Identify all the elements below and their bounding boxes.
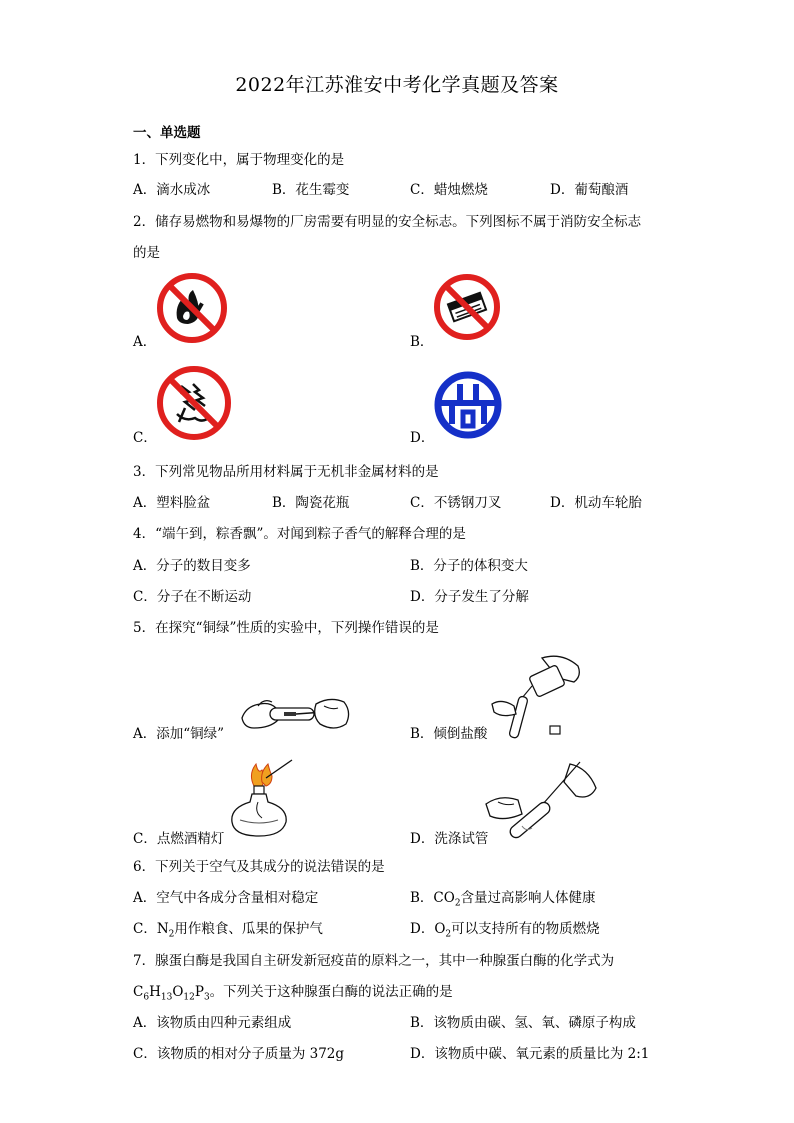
no-fireworks-sign-icon — [155, 364, 233, 442]
q6-option-d-subscript: 2 — [445, 929, 452, 940]
adding-powder-to-tube-illustration — [240, 688, 352, 736]
q7-formula-h: H — [149, 984, 161, 1000]
q2-option-c: C． — [133, 430, 157, 446]
q6-option-a: A．空气中各成分含量相对稳定 — [133, 890, 319, 906]
q7-option-c: C．该物质的相对分子质量为 372g — [133, 1046, 345, 1062]
q4-option-b: B．分子的体积变大 — [410, 558, 528, 574]
q1-option-c: C．蜡烛燃烧 — [410, 182, 488, 198]
q7-stem-line2 — [133, 983, 453, 1001]
q2-option-d: D． — [410, 430, 435, 446]
q6-option-b-prefix: B．CO — [410, 890, 455, 906]
lighting-alcohol-lamp-illustration — [222, 756, 294, 840]
q7-formula-c: C — [133, 984, 144, 1000]
q7-formula-p-sub: 3 — [203, 992, 210, 1003]
q1-stem: 1．下列变化中，属于物理变化的是 — [133, 152, 345, 168]
q6-option-b-text: 含量过高影响人体健康 — [460, 890, 596, 906]
q1-option-a: A．滴水成冰 — [133, 182, 211, 198]
q7-option-d: D．该物质中碳、氧元素的质量比为 2:1 — [410, 1046, 650, 1062]
q6-option-c-subscript: 2 — [168, 929, 175, 940]
q7-formula-o: O — [172, 984, 184, 1000]
q7-formula-c-sub: 6 — [143, 992, 150, 1003]
q7-stem-line1: 7．腺蛋白酶是我国自主研发新冠疫苗的原料之一，其中一种腺蛋白酶的化学式为 — [133, 953, 615, 969]
q7-stem-line2-text: 。下列关于这种腺蛋白酶的说法正确的是 — [209, 984, 453, 1000]
washing-test-tube-illustration — [484, 760, 600, 846]
q4-option-a: A．分子的数目变多 — [133, 558, 251, 574]
q6-stem: 6．下列关于空气及其成分的说法错误的是 — [133, 859, 385, 875]
q3-option-c: C．不锈钢刀叉 — [410, 495, 502, 511]
q5-option-b: B．倾倒盐酸 — [410, 726, 488, 742]
q1-option-b: B．花生霉变 — [272, 182, 350, 198]
q5-option-c: C．点燃酒精灯 — [133, 831, 225, 847]
q7-option-a: A．该物质由四种元素组成 — [133, 1015, 292, 1031]
q7-option-b: B．该物质由碳、氢、氧、磷原子构成 — [410, 1015, 636, 1031]
water-saving-sign-icon — [433, 370, 503, 440]
q3-option-b: B．陶瓷花瓶 — [272, 495, 350, 511]
q7-formula-p: P — [194, 984, 204, 1000]
q7-formula-h-sub: 13 — [160, 992, 173, 1003]
q4-option-d: D．分子发生了分解 — [410, 589, 529, 605]
q6-option-c-text: 用作粮食、瓜果的保护气 — [174, 921, 323, 937]
q2-option-b: B． — [410, 334, 434, 350]
q6-option-d-text: 可以支持所有的物质燃烧 — [451, 921, 600, 937]
q4-stem: 4．“端午到，粽香飘”。对闻到粽子香气的解释合理的是 — [133, 526, 466, 542]
q2-stem-line2: 的是 — [133, 245, 160, 261]
section-heading: 一、单选题 — [133, 125, 201, 141]
q3-option-a: A．塑料脸盆 — [133, 495, 211, 511]
q6-option-b-subscript: 2 — [454, 898, 461, 909]
q2-stem-line1: 2．储存易燃物和易爆物的厂房需要有明显的安全标志。下列图标不属于消防安全标志 — [133, 214, 642, 230]
q6-option-d — [410, 920, 600, 938]
q7-formula-o-sub: 12 — [183, 992, 195, 1003]
q3-stem: 3．下列常见物品所用材料属于无机非金属材料的是 — [133, 464, 439, 480]
q6-option-d-prefix: D．O — [410, 921, 446, 937]
q6-option-c-prefix: C．N — [133, 921, 169, 937]
pouring-acid-illustration — [488, 652, 584, 744]
q3-option-d: D．机动车轮胎 — [550, 495, 642, 511]
no-matches-sign-icon — [432, 272, 502, 342]
document-title: 2022年江苏淮安中考化学真题及答案 — [235, 74, 559, 96]
no-open-flame-sign-icon — [155, 272, 229, 344]
q6-option-b — [410, 889, 596, 907]
q4-option-c: C．分子在不断运动 — [133, 589, 252, 605]
q5-stem: 5．在探究“铜绿”性质的实验中，下列操作错误的是 — [133, 620, 439, 636]
q5-option-a: A．添加“铜绿” — [133, 726, 225, 742]
q1-option-d: D．葡萄酿酒 — [550, 182, 629, 198]
q6-option-c — [133, 920, 323, 938]
q2-option-a: A． — [133, 334, 157, 350]
q5-option-d: D．洗涤试管 — [410, 831, 489, 847]
